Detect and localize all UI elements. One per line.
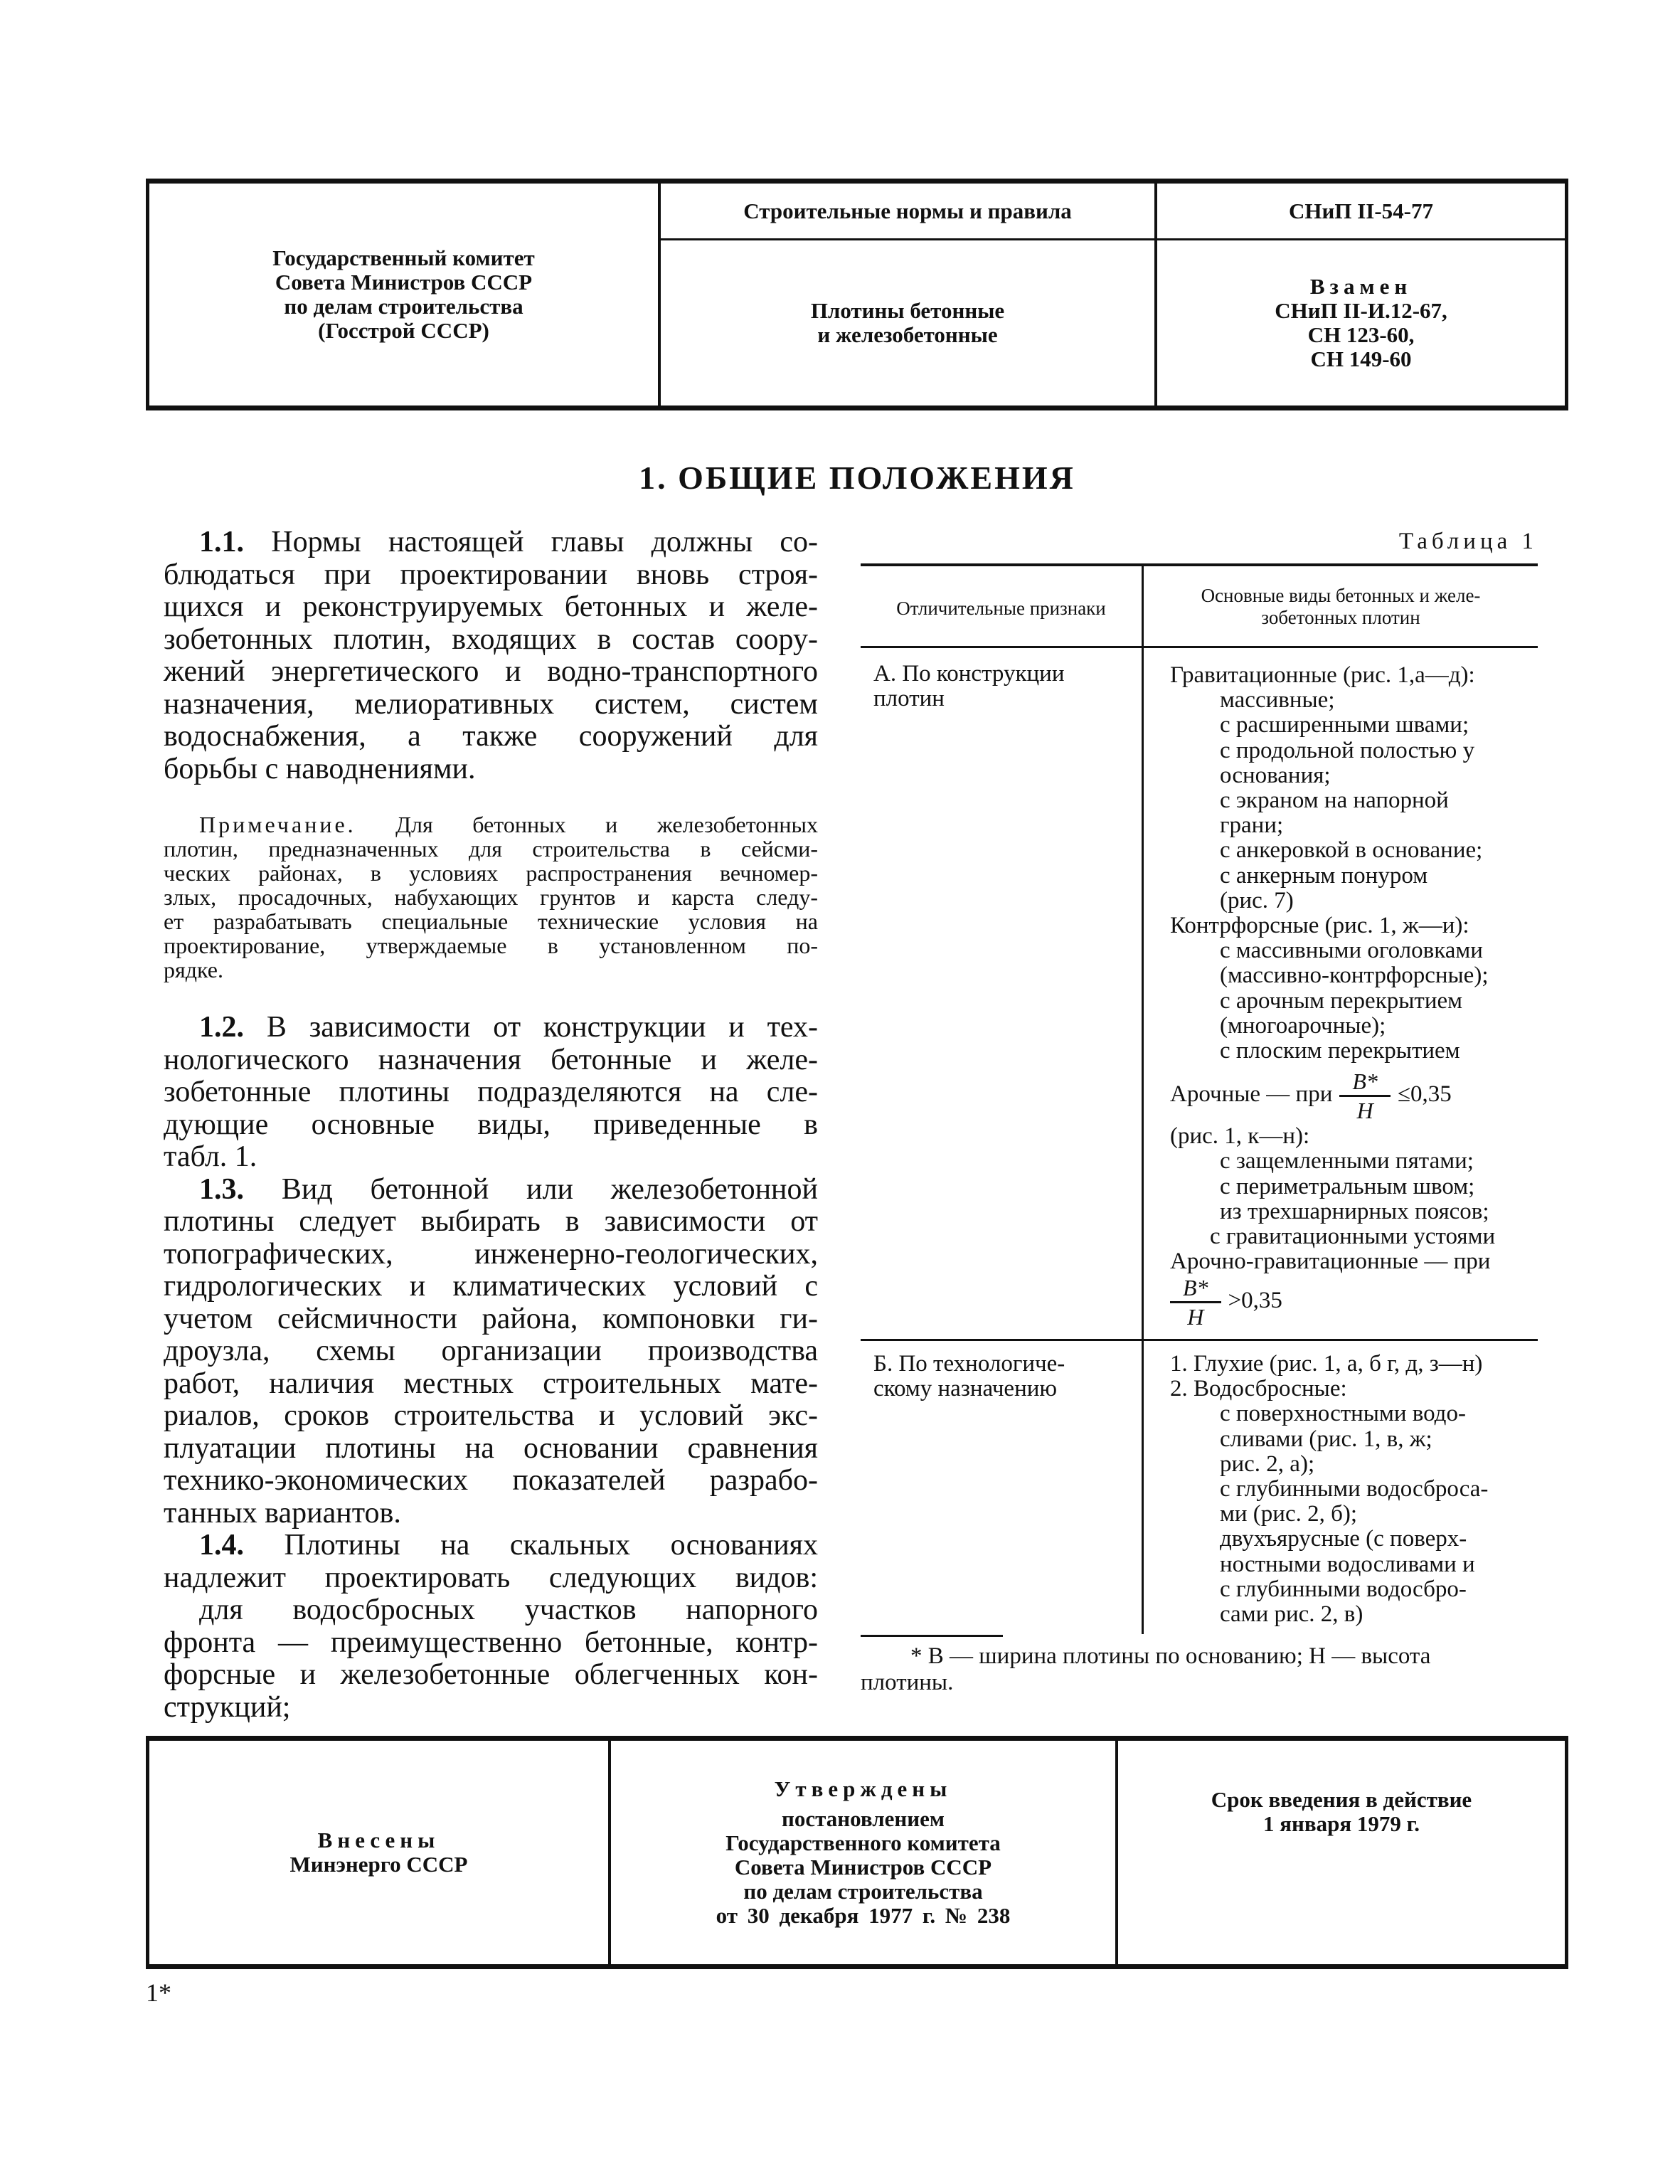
row-a-label: А. По конструкции плотин (873, 661, 1065, 712)
ratio-fraction: $\frac{B*}{H}$ (1170, 1274, 1221, 1330)
section-title: 1. ОБЩИЕ ПОЛОЖЕНИЯ (639, 460, 1075, 496)
paragraph-number: 1.3. (199, 1172, 244, 1206)
effective-date: Срок введения в действие 1 января 1979 г. (1211, 1787, 1472, 1836)
table-header-rule (861, 646, 1538, 648)
footer-block (146, 1736, 1568, 1969)
committee-name: Государственный комитет Совета Министров СССР по делам строительства (Госстрой СССР) (272, 245, 535, 343)
paragraph-1-3: 1.3. Вид бетонной или железобетонной плотины следует выбирать в зависимости от топографических, инженерно-геологических, гидрологических и климатических условий с учетом сейсмичности района, компоновки ги- дроузла, схемы организации производства работ, наличия местных строительных мате- риалов, сроков строительства и условий экс- плуатации плотины на основании сравнения технико-экономических показателей разрабо- танных вариантов. (164, 1172, 818, 1530)
paragraph-number: 1.1. (199, 526, 244, 558)
table-row-divider (861, 1339, 1538, 1341)
page-mark: 1* (146, 1978, 171, 2007)
row-b-content: 1. Глухие (рис. 1, а, б г, д, з—н) 2. Водосбросные: с поверхностными водо- сливами (рис. 1, в, ж; рис. 2, а); с глубинными водосброса- ми (рис. 2, б); двухъярусные (с поверх- ностными водосливами и с глубинными водосбро- сами рис. 2, в) (1170, 1351, 1489, 1628)
table-footnote: * B — ширина плотины по основанию; H — высота плотины. (861, 1643, 1431, 1695)
row-b-label: Б. По технологиче- скому назначению (873, 1351, 1065, 1402)
table-top-rule (861, 563, 1538, 566)
paragraph-1-4: 1.4. Плотины на скальных основаниях надлежит проектировать следующих видов: для водосбросных участков напорного фронта — преимущественно бетонные, контр- форсные и железобетонные облегченных кон- струкций; (164, 1529, 819, 1724)
header-block (146, 179, 1568, 410)
paragraph-number: 1.4. (199, 1529, 244, 1562)
replaces-block: Взамен СНиП II-И.12-67, СН 123-60, СН 149-60 (1275, 274, 1447, 371)
approval: Утверждены постановлением Государственного комитета Совета Министров СССР по делам строительства от 30 декабря 1977 г. № 238 (716, 1776, 1011, 1928)
left-column (164, 526, 818, 1724)
note-label: Примечание. (199, 812, 356, 837)
column-header-types: Основные виды бетонных и желе- зобетонных плотин (1201, 585, 1481, 628)
footnote-rule (861, 1635, 1003, 1637)
note: Примечание. Для бетонных и железобетонных плотин, предназначенных для строительства в сейсми- ческих районах, в условиях распространения вечномер- злых, просадочных, набухающих грунтов и карста следу- ет разрабатывать специальные технические условия на проектирование, утверждаемые в установленном по- рядке. (164, 812, 818, 982)
replaces-label: Взамен (1309, 274, 1413, 299)
table-caption: Таблица 1 (1398, 529, 1538, 554)
document-code: СНиП II-54-77 (1289, 198, 1433, 223)
ratio-fraction: $\frac{B*}{H}$ (1339, 1068, 1391, 1124)
introduced-by: Внесены Минэнерго СССР (289, 1828, 468, 1877)
document-title: Плотины бетонные и железобетонные (810, 298, 1005, 347)
paragraph-1-2: 1.2. В зависимости от конструкции и тех- нологического назначения бетонные и желе- зобетонные плотины подразделяются на сле- дующие основные виды, приведенные в табл. 1. (164, 1011, 819, 1173)
arch-gravity-condition: $\frac{B*}{H}$ >0,35 (1170, 1274, 1543, 1330)
arch-condition: Арочные — при $\frac{B*}{H}$ ≤0,35 (1170, 1069, 1452, 1124)
row-a-content: Гравитационные (рис. 1,а—д): массивные; с расширенными швами; с продольной полостью у основания; с экраном на напорной грани; с анкеровкой в основание; с анкерным понуром (рис. 7) Контрфорсные (рис. 1, ж—и): с массивными оголовками (массивно-контрфорсные); с арочным перекрытием (многоарочные); с плоским перекрытием Арочные — при $\frac{B*}{H}$ ≤0,35 (рис. 1, к—н): с защемленными пятами; с периметральным швом; из трехшарнирных поясов; с гравитационными устоями Арочно-гравитационные — при $\frac{B*}{H}$ >0,35 (1170, 663, 1543, 1330)
paragraph-1-1: 1.1. Нормы настоящей главы должны со- блюдаться при проектировании вновь строя- щихся и реконструируемых бетонных и желе- зобетонных плотин, входящих в состав соору- жений энергетического и водно-транспортного назначения, мелиоративных систем, систем водоснабжения, а также сооружений для борьбы с наводнениями. (164, 526, 819, 785)
norms-label: Строительные нормы и правила (743, 198, 1072, 223)
table-column-divider (1142, 565, 1144, 1634)
column-header-features: Отличительные признаки (896, 598, 1106, 619)
paragraph-number: 1.2. (199, 1011, 244, 1044)
